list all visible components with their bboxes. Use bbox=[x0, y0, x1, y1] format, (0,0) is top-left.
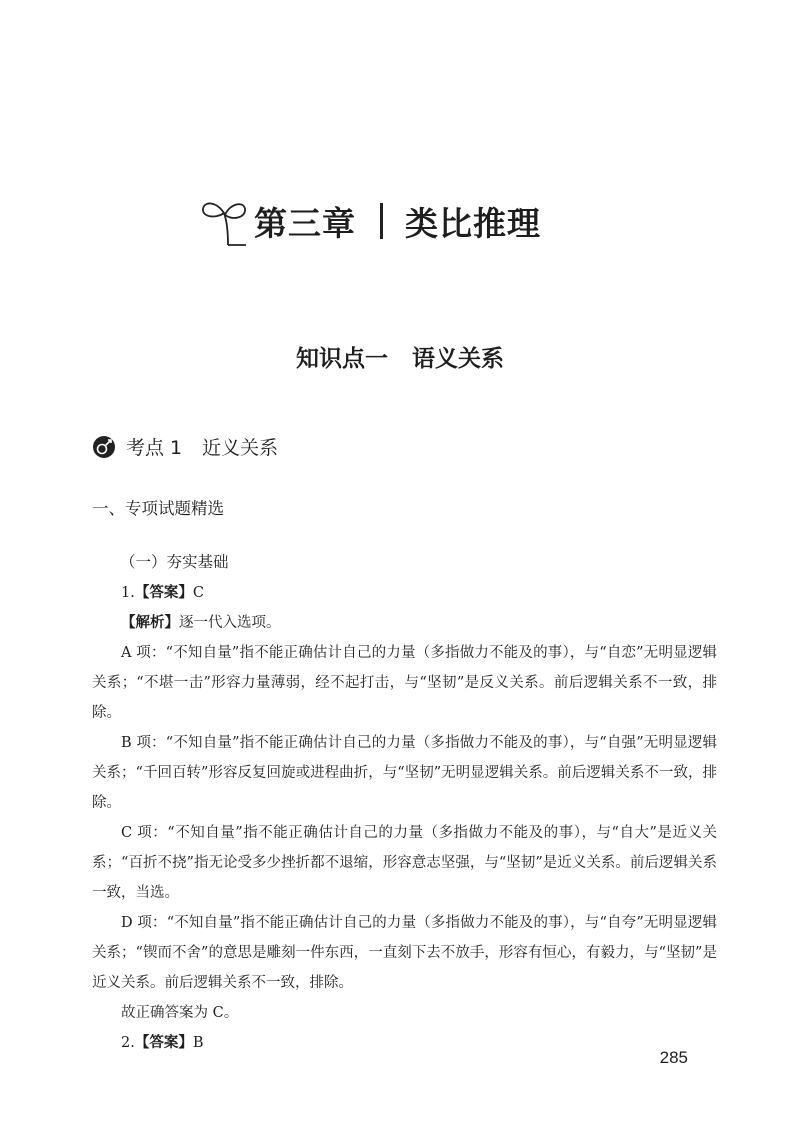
target-icon bbox=[92, 435, 116, 459]
option-c-paragraph: C 项：“不知自量”指不能正确估计自己的力量（多指做力不能及的事），与“自大”是近义关系；“百折不挠”指无论受多少挫折都不退缩，形容意志坚强，与“坚韧”是近义关系。前后逻辑关系一致，当选。 bbox=[92, 825, 717, 901]
analysis-intro: 【解析】逐一代入选项。 bbox=[121, 615, 281, 631]
chapter-title: 类比推理 bbox=[405, 203, 541, 243]
page-number: 285 bbox=[659, 1048, 688, 1067]
chapter-heading bbox=[200, 195, 541, 247]
point-label: 考点 1 bbox=[126, 437, 183, 459]
option-a-paragraph: A 项：“不知自量”指不能正确估计自己的力量（多指做力不能及的事），与“自恋”无明显逻辑关系；“不堪一击”形容力量薄弱，经不起打击，与“坚韧”是反义关系。前后逻辑关系不一致，排除。 bbox=[92, 645, 717, 721]
question-2-answer: 2.【答案】B bbox=[121, 1035, 204, 1051]
section-prefix: 知识点一 bbox=[296, 346, 388, 372]
conclusion: 故正确答案为 C。 bbox=[121, 1005, 239, 1021]
subsection-heading: 一、专项试题精选 bbox=[92, 499, 224, 518]
chapter-number: 第三章 bbox=[254, 203, 356, 243]
subsubsection-heading: （一）夯实基础 bbox=[120, 553, 229, 571]
point-title: 近义关系 bbox=[202, 437, 279, 459]
sprout-icon bbox=[200, 195, 248, 247]
chapter-divider bbox=[380, 203, 383, 239]
option-b-paragraph: B 项：“不知自量”指不能正确估计自己的力量（多指做力不能及的事），与“自强”无明显逻辑关系；“千回百转”形容反复回旋或进程曲折，与“坚韧”无明显逻辑关系。前后逻辑关系不一致，排除。 bbox=[92, 735, 717, 811]
section-heading bbox=[0, 340, 800, 373]
question-1-answer: 1.【答案】C bbox=[121, 585, 204, 601]
body-text bbox=[92, 578, 717, 1058]
point-heading bbox=[92, 433, 278, 460]
section-title: 语义关系 bbox=[412, 346, 504, 372]
option-d-paragraph: D 项：“不知自量”指不能正确估计自己的力量（多指做力不能及的事），与“自夸”无明显逻辑关系；“锲而不舍”的意思是雕刻一件东西，一直刻下去不放手，形容有恒心，有毅力，与“坚韧”是近义关系。前后逻辑关系不一致，排除。 bbox=[92, 915, 717, 991]
